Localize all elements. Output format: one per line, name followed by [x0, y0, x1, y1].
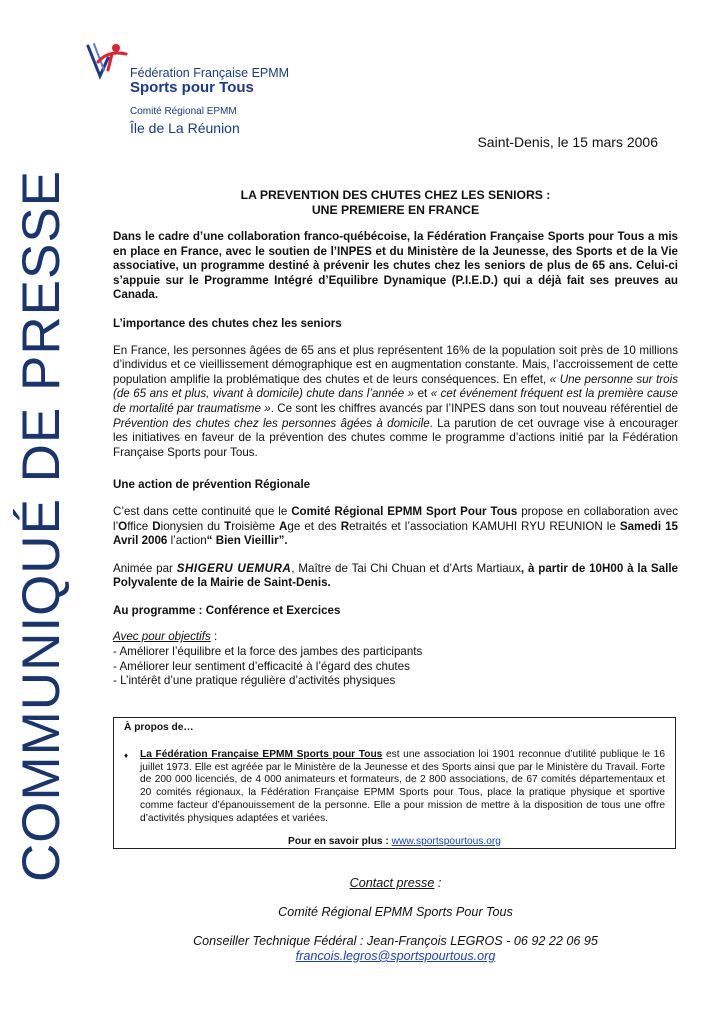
- sports-pour-tous-emblem-icon: [88, 44, 126, 76]
- regional-paragraph: [113, 505, 678, 549]
- more-info-label: Pour en savoir plus :: [288, 835, 392, 847]
- section-heading-importance: L’importance des chutes chez les seniors: [113, 316, 342, 330]
- importance-paragraph: [113, 344, 678, 461]
- acronym-letter: O: [118, 519, 128, 533]
- about-box: [113, 717, 676, 849]
- action-name: “ Bien Vieillir”.: [206, 534, 288, 548]
- diamond-bullet-icon: ♦: [124, 750, 129, 760]
- text-fragment: :: [434, 876, 442, 890]
- title-line-2: UNE PREMIERE EN FRANCE: [311, 203, 480, 217]
- text-fragment: Animée par: [113, 561, 177, 575]
- title-line-1: LA PREVENTION DES CHUTES CHEZ LES SENIORS :: [240, 188, 551, 202]
- animator-paragraph: [113, 562, 678, 591]
- about-text: [140, 749, 665, 826]
- objective-item: - Améliorer l’équilibre et la force des jambes des participants: [113, 645, 423, 659]
- about-title: À propos de…: [124, 722, 194, 733]
- quote-one: « Une personne sur trois (de 65 ans et plus, vivant à domicile) chute dans l’année »: [113, 372, 678, 401]
- acronym-letter: T: [224, 519, 232, 533]
- animator-name: SHIGERU UEMURA: [176, 561, 292, 575]
- text-fragment: En France, les personnes âgées de 65 ans et plus représentent 16% de la population soit près de 10 millions d’individus et ce vieillissement démographique est en augmentation constante. Mais, l’accroissement de cette population amplifie la problématique des chutes et de leurs conséquences. En effet,: [113, 343, 678, 386]
- text-fragment: ionysien du: [160, 519, 225, 533]
- text-fragment: roisième: [231, 519, 280, 533]
- contact-person: Conseiller Technique Fédéral : Jean-François LEGROS - 06 92 22 06 95: [193, 934, 598, 948]
- inpes-reference-title: Prévention des chutes chez les personnes âgées à domicile: [113, 416, 430, 430]
- section-heading-regional: Une action de prévention Régionale: [113, 478, 311, 492]
- vertical-communique-title: COMMUNIQUÉ DE PRESSE: [12, 169, 71, 882]
- text-fragment: ge et des: [287, 519, 341, 533]
- acronym-letter: R: [340, 519, 350, 533]
- quote-two: « cet événement fréquent est la première cause de mortalité par traumatisme »: [113, 387, 678, 415]
- website-link[interactable]: www.sportspourtous.org: [391, 835, 501, 847]
- comite-name: Comité Régional EPMM Sport Pour Tous: [291, 504, 518, 518]
- text-fragment: etraités et l’association KAMUHI RYU REUNION le: [349, 519, 620, 533]
- event-time-location: , à partir de 10H00 à la Salle Polyvalente de la Mairie de Saint-Denis.: [113, 561, 678, 590]
- text-fragment: . La parution de cet ouvrage vise à encourager les initiatives en faveur de la prévention des chutes comme le programme d’actions initié par la Fédération Française Sports pour Tous.: [113, 416, 679, 459]
- spacer: [113, 891, 678, 905]
- objective-item: - L’intérêt d’une pratique régulière d’activités physiques: [113, 674, 396, 688]
- acronym-letter: D: [152, 519, 161, 533]
- intro-paragraph: Dans le cadre d’une collaboration franco-québécoise, la Fédération Française Sports pour Tous a mis en place en France, avec le soutien de l’INPES et du Ministère de la Jeunesse, des Sports et de la Vie associative, un programme destiné à prévenir les chutes chez les seniors de plus de 65 ans. Celui-ci s’appuie sur le Programme Intégré d’Equilibre Dynamique (P.I.E.D.) qui a déjà fait ses preuves au Canada.: [113, 230, 678, 302]
- logo-federation-name: Fédération Française EPMM: [130, 66, 290, 80]
- document-date: Saint-Denis, le 15 mars 2006: [477, 134, 658, 150]
- logo-ile-de-la-reunion: Île de La Réunion: [130, 120, 240, 136]
- contact-organization: Comité Régional EPMM Sports Pour Tous: [278, 905, 513, 919]
- logo-comite-regional: Comité Régional EPMM: [130, 106, 237, 117]
- logo-sports-pour-tous: Sports pour Tous: [130, 79, 254, 96]
- about-entry: [124, 749, 665, 826]
- text-fragment: l’action: [167, 534, 207, 548]
- acronym-letter: A: [279, 519, 288, 533]
- objectives-heading: [113, 630, 678, 645]
- event-date: Samedi 15 Avril 2006: [113, 519, 679, 548]
- text-fragment: C’est dans cette continuité que le: [113, 504, 292, 518]
- press-contact: [113, 876, 678, 964]
- press-release-body: [113, 188, 678, 689]
- article-title: [113, 188, 678, 218]
- contact-email-link[interactable]: francois.legros@sportspourtous.org: [295, 949, 496, 963]
- section-heading-programme: Au programme : Conférence et Exercices: [113, 603, 341, 617]
- text-fragment: propose en collaboration avec l’: [113, 504, 678, 533]
- more-info: [124, 836, 665, 849]
- text-fragment: est une association loi 1901 reconnue d’utilité publique le 16 juillet 1973. Elle est agréée par le Ministère de la Jeunesse et des Sports ainsi que par le Ministère du Travail. Forte de 200 000 licenciés, de 4 000 animateurs et formateurs, de 2 800 associations, de 67 comités départementaux et 20 comités régionaux, la Fédération Française EPMM Sports pour Tous, place la pratique physique et sportive comme facteur d’épanouissement de la personne. Elle a pour mission de mettre à la disposition de tous une offre d’activités physiques adaptées et variées.: [140, 748, 665, 824]
- objective-item: - Améliorer leur sentiment d’efficacité à l’égard des chutes: [113, 659, 410, 673]
- objectives-label: Avec pour objectifs: [113, 630, 211, 644]
- contact-heading-label: Contact presse: [349, 876, 435, 890]
- text-fragment: et: [414, 387, 431, 401]
- about-org-name: La Fédération Française EPMM Sports pour Tous: [140, 748, 383, 760]
- text-fragment: :: [210, 630, 218, 644]
- text-fragment: . Ce sont les chiffres avancés par l’INPES dans son tout nouveau référentiel de: [270, 401, 678, 415]
- contact-heading: [113, 876, 678, 891]
- text-fragment: ffice: [127, 519, 153, 533]
- text-fragment: , Maître de Tai Chi Chuan et d’Arts Martiaux: [291, 561, 521, 575]
